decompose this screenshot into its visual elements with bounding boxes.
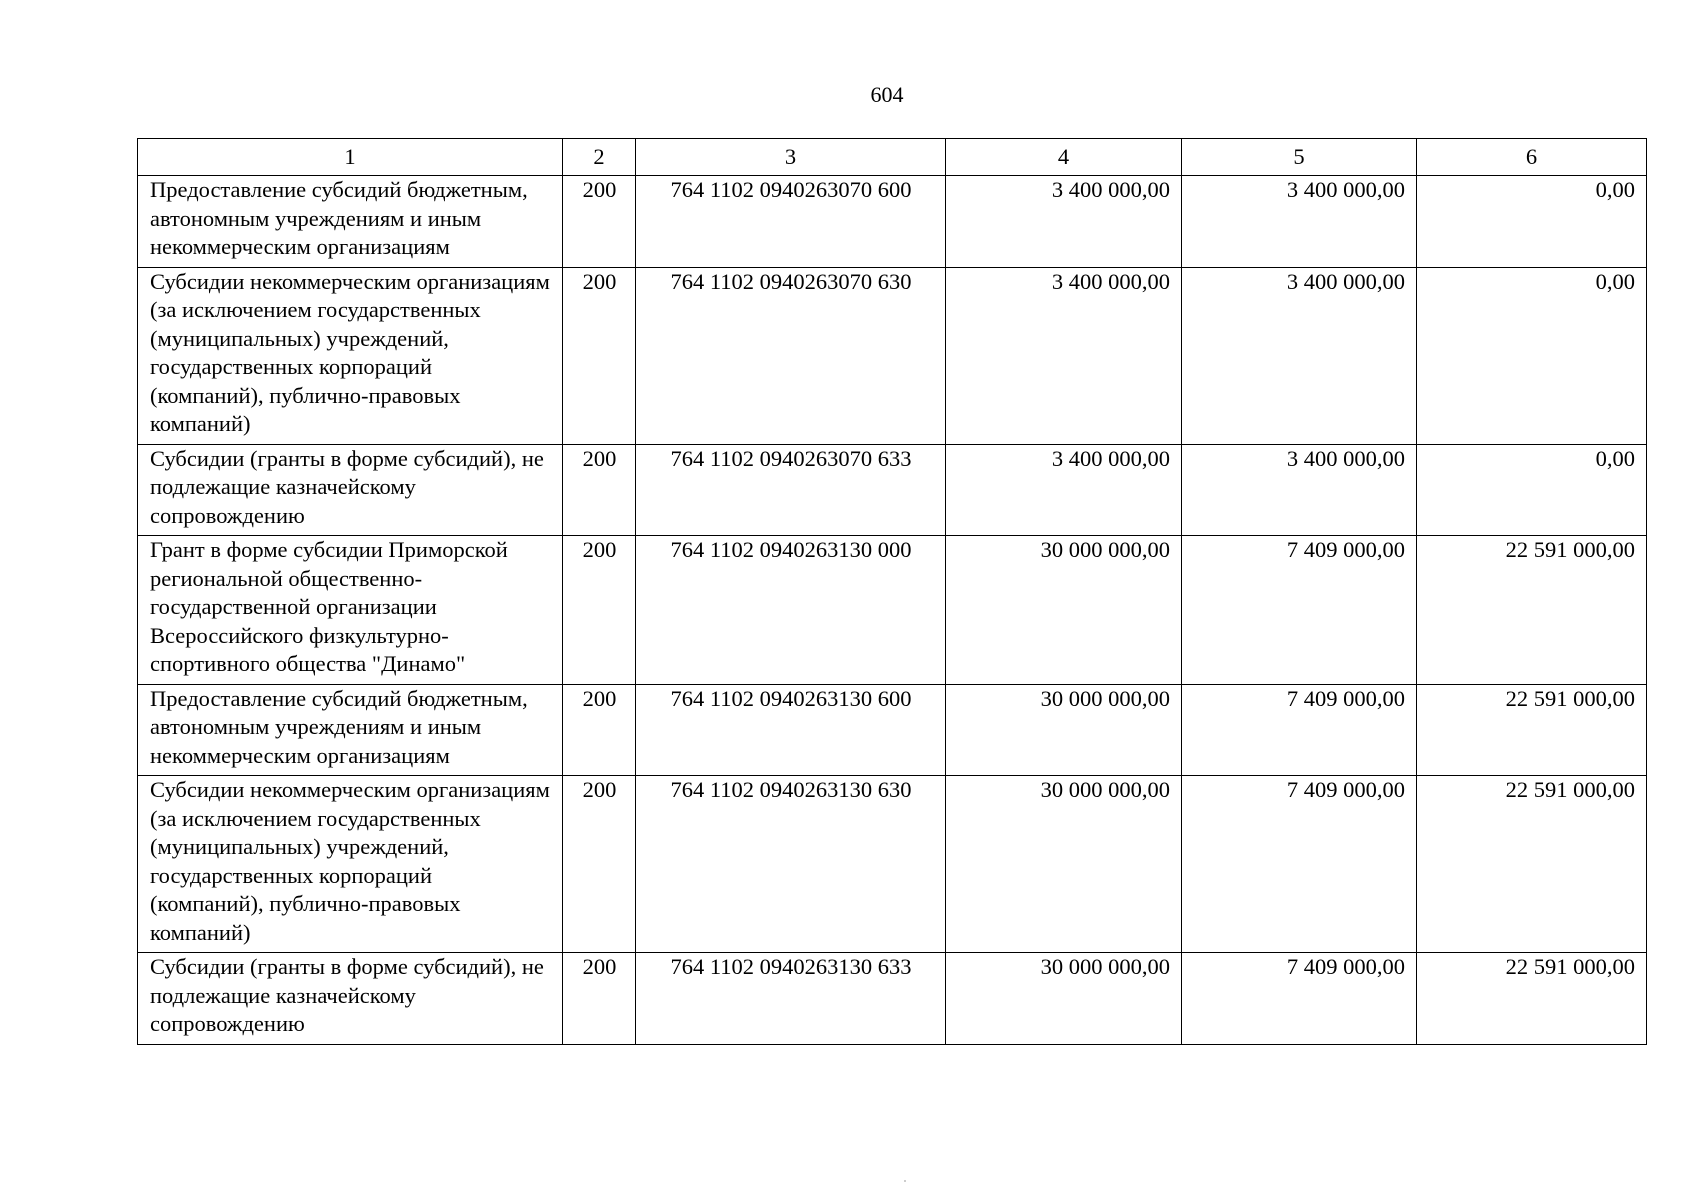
table-row [138, 536, 1647, 685]
row-name: Предоставление субсидий бюджетным, автономным учреждениям и иным некоммерческим организациям [138, 684, 563, 776]
scan-speck [904, 1180, 906, 1182]
row-amount-6: 22 591 000,00 [1417, 536, 1647, 685]
table-row [138, 776, 1647, 953]
row-amount-4: 3 400 000,00 [946, 176, 1182, 268]
row-name: Предоставление субсидий бюджетным, автономным учреждениям и иным некоммерческим организациям [138, 176, 563, 268]
row-code-3: 764 1102 0940263070 633 [636, 444, 946, 536]
row-code-3: 764 1102 0940263130 630 [636, 776, 946, 953]
row-amount-5: 7 409 000,00 [1182, 953, 1417, 1045]
table-row [138, 267, 1647, 444]
row-amount-5: 7 409 000,00 [1182, 536, 1417, 685]
row-amount-4: 30 000 000,00 [946, 776, 1182, 953]
row-amount-6: 0,00 [1417, 444, 1647, 536]
row-amount-5: 7 409 000,00 [1182, 776, 1417, 953]
table-row [138, 176, 1647, 268]
row-code-2: 200 [563, 176, 636, 268]
row-amount-6: 0,00 [1417, 267, 1647, 444]
row-code-2: 200 [563, 267, 636, 444]
row-amount-4: 30 000 000,00 [946, 536, 1182, 685]
row-name: Субсидии некоммерческим организациям (за исключением государственных (муниципальных) учреждений, государственных корпораций (компаний), публично-правовых компаний) [138, 776, 563, 953]
row-code-3: 764 1102 0940263130 000 [636, 536, 946, 685]
header-col-1: 1 [138, 139, 563, 176]
row-amount-5: 7 409 000,00 [1182, 684, 1417, 776]
row-amount-6: 22 591 000,00 [1417, 953, 1647, 1045]
row-code-2: 200 [563, 444, 636, 536]
header-col-3: 3 [636, 139, 946, 176]
table-row [138, 953, 1647, 1045]
row-amount-5: 3 400 000,00 [1182, 176, 1417, 268]
row-code-2: 200 [563, 953, 636, 1045]
header-row [138, 139, 1647, 176]
table-row [138, 684, 1647, 776]
header-col-4: 4 [946, 139, 1182, 176]
row-amount-5: 3 400 000,00 [1182, 444, 1417, 536]
header-col-6: 6 [1417, 139, 1647, 176]
row-code-2: 200 [563, 684, 636, 776]
row-code-2: 200 [563, 776, 636, 953]
row-amount-4: 3 400 000,00 [946, 267, 1182, 444]
row-code-3: 764 1102 0940263070 600 [636, 176, 946, 268]
row-name: Субсидии (гранты в форме субсидий), не подлежащие казначейскому сопровождению [138, 444, 563, 536]
header-col-5: 5 [1182, 139, 1417, 176]
row-amount-4: 30 000 000,00 [946, 953, 1182, 1045]
budget-table [137, 138, 1647, 1045]
row-amount-4: 3 400 000,00 [946, 444, 1182, 536]
table-body [138, 176, 1647, 1045]
row-name: Субсидии некоммерческим организациям (за исключением государственных (муниципальных) учреждений, государственных корпораций (компаний), публично-правовых компаний) [138, 267, 563, 444]
row-code-3: 764 1102 0940263130 600 [636, 684, 946, 776]
row-amount-6: 22 591 000,00 [1417, 776, 1647, 953]
row-amount-6: 22 591 000,00 [1417, 684, 1647, 776]
row-amount-5: 3 400 000,00 [1182, 267, 1417, 444]
row-name: Грант в форме субсидии Приморской региональной общественно-государственной организации Всероссийского физкультурно-спортивного общества "Динамо" [138, 536, 563, 685]
row-amount-6: 0,00 [1417, 176, 1647, 268]
row-code-3: 764 1102 0940263130 633 [636, 953, 946, 1045]
header-col-2: 2 [563, 139, 636, 176]
row-name: Субсидии (гранты в форме субсидий), не подлежащие казначейскому сопровождению [138, 953, 563, 1045]
row-code-3: 764 1102 0940263070 630 [636, 267, 946, 444]
row-code-2: 200 [563, 536, 636, 685]
page-number: 604 [870, 82, 904, 107]
table-header [138, 139, 1647, 176]
row-amount-4: 30 000 000,00 [946, 684, 1182, 776]
table-row [138, 444, 1647, 536]
